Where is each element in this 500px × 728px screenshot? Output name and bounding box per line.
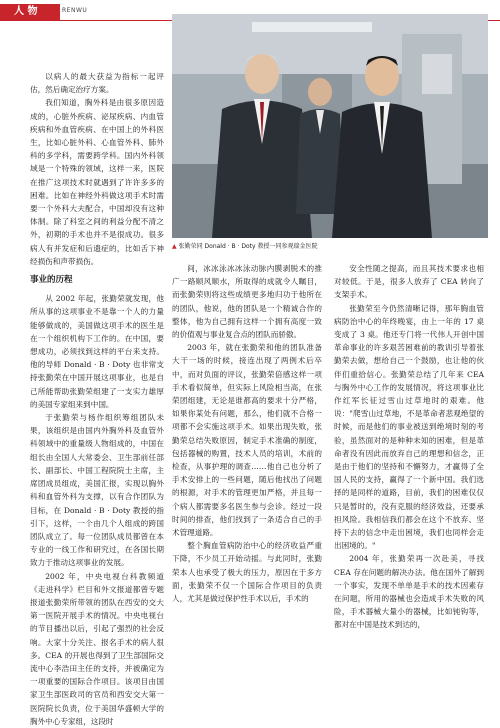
article-paragraph: 安全性随之提高，而且其技术要求也相对较低。于是，很多人放弃了 CEA 转向了支架手术。 — [334, 264, 484, 300]
section-label: 人 物 — [0, 4, 60, 20]
article-column-1 — [30, 70, 164, 728]
article-paragraph: 从 2002 年起，张勤荣就发现，他所从事的这项事业不是靠一个人的力量能够做成的，美国做这项手术的医生是在一个组织机构下工作的。在中国，要想成功，必须找到这样的平台来支持。他的导师 Donald · B · Doty 也非常支持张勤荣在中国开展这项事业，也是自己所能帮助张勤荣组建了一支实力雄厚的美国专家组来到中国。 — [30, 294, 164, 409]
article-column-2 — [172, 262, 322, 605]
photo-caption — [172, 241, 488, 250]
caption-text: 张勤荣同 Donald · B · Doty 教授一同参观瑞金医院 — [178, 243, 318, 250]
section-label-english: RENWU — [62, 7, 88, 14]
article-column-3 — [334, 262, 484, 632]
section-heading: 事业的历程 — [30, 275, 73, 286]
article-paragraph: 以病人的最大获益为指标一起评估，然后确定治疗方案。 — [30, 72, 164, 95]
article-photo — [172, 14, 488, 238]
article-paragraph: 我们知道，胸外科是由很多原因造成的，心脏外疾病、泌尿疾病、内血管疾病和外血管疾病、在中国上的外科医生，比如心脏外科、心血管外科、肺外科的多学科，需要跨学科。国内外科领域是一个特殊的领域，这样一来，医院在推广这项技术时就遇到了许许多多的困难。比如在神经外科做这项手术时需要一个外科大夫配合，中国却没有这种体制。除了科室之间的利益分配不清之外，初期的手术也并不是很成功。很多病人有并发症和后遗症的，比如舌下神经损伤和声带损伤。 — [30, 98, 164, 266]
article-paragraph: 2002 年，中央电视台科教频道《走进科学》栏目和外文报道都曾专题报道张勤荣所带领的团队在西安的交大第一医院开展手术的情况。中央电视台的节目播出以后，引起了强烈的社会反响。大家十分关注、报名手术的病人很多。CEA 的开展也得到了卫生部国际交流中心李浩田主任的支持，并被确定为一项重要的国际合作项目。该项目由国家卫生部医政司的官员和西安交大第一医院院长负责，位于美国华盛顿大学的胸外中心专家组，这段时 — [30, 571, 164, 726]
article-paragraph: 2004 年，张勤荣再一次赴美，寻找 CEA 存在问题的解决办法。他在国外了解到一个事实，发现不单单是手术的技术因素存在问题，所用的器械也会造成手术失败的风险，手术器械大量小的器械，比如钝钩等，都对在中国是技术到达的， — [334, 554, 484, 630]
caption-marker-icon: ▲ — [172, 243, 177, 250]
article-paragraph: 整个胸血管病防治中心的经济收益严重下降，不少员工开始动摇。与此同时，张勤荣本人也承受了极大的压力，原因在于多方面，张勤荣不仅一个国际合作项目的负责人，尤其是做过保护性手术以后，手术的 — [172, 541, 322, 604]
article-paragraph: 2003 年，就在张勤荣和他的团队准备大干一场的时候，接连出现了两例术后卒中，而对负面的评议，张勤荣倍感这样一项手术看似简单，但实际上风险相当高，在张荣团组建，无论是谁都高的要求十分严格，如果你某处有问题，那么，他们就不合格一项都不会实施这项手术。如果出现失败，张勤荣总结失败原因，制定手术准确的制度，包括器械的购置，技术人员的培训，术前的检查，从事护理的调查……他自己也分析了手术安排上的一些问题，随后他找出了问题的根源，对手术的管理更加严格，并且每一个病人都需要多名医生参与会诊。经过一段时间的排查，他们找到了一条适合自己的手术管理道路。 — [172, 343, 322, 538]
article-paragraph: 于张勤荣与杨作组织筹组团队未果，该组织是由国内外胸外科及血管外科领域中的重量级人物组成的，中国在组长由全国人大常委会、卫生部前任部长、副部长、中国工程院院士主席，主席团成员组成，美国汇报，实现以胸外科和血管外科为支撑，以有合作团队为目标，在 Donald · B · Doty 教授的指引下，这样，一个由几个人组成的跨国团队成立了。每一位团队成员都曾在本专业的一线工作和研究过，在各国长期致力于推动这项事业的发展。 — [30, 413, 164, 568]
article-paragraph: 张勤荣至今仍然清晰记得，那年胸血管病防治中心的年终晚宴，由上一年的 17 桌变成了 3 桌。他还专门将一代伟人开创中国革命事业的许多艰苦困难前的教训引导着张勤荣去做，想给自己一个鼓励，也让他的伙伴们重拾信心。张勤荣总结了几年来 CEA 与胸外中心工作的发展情况，将这项事业比作红军长征过雪山过草地时的艰难。他说："爬雪山过草地，不是革命者悲观绝望的时候，而是他们的事业被送到绝境时刻的考验，虽然面对的是种种未知的困难，但是革命者没有因此而放弃自己的理想和信念，正是由于他们的坚持和不懈努力，才赢得了全国人民的支持，赢得了一个新中国。我们选择的是同样的道路，目前，我们的困难仅仅只是暂时的，没有克服的经济效益，还要承担风险。我相信我们都会在这个不放弃、坚持下去的信念中走出困境，我们也同样会走出困境的。" — [334, 303, 484, 551]
article-paragraph: 间，冰冰泳冰冰泳动脉内膜剥脱术的推广一路顺风顺水，所取得的成就令人瞩目，而张勤荣则将这些成绩更多地归功于他所在的团队，他说，他的团队是一个精诚合作的整体，他为自己拥有这样一个拥有高度一致的价值观与事业复合点的团队而骄傲。 — [172, 264, 322, 340]
